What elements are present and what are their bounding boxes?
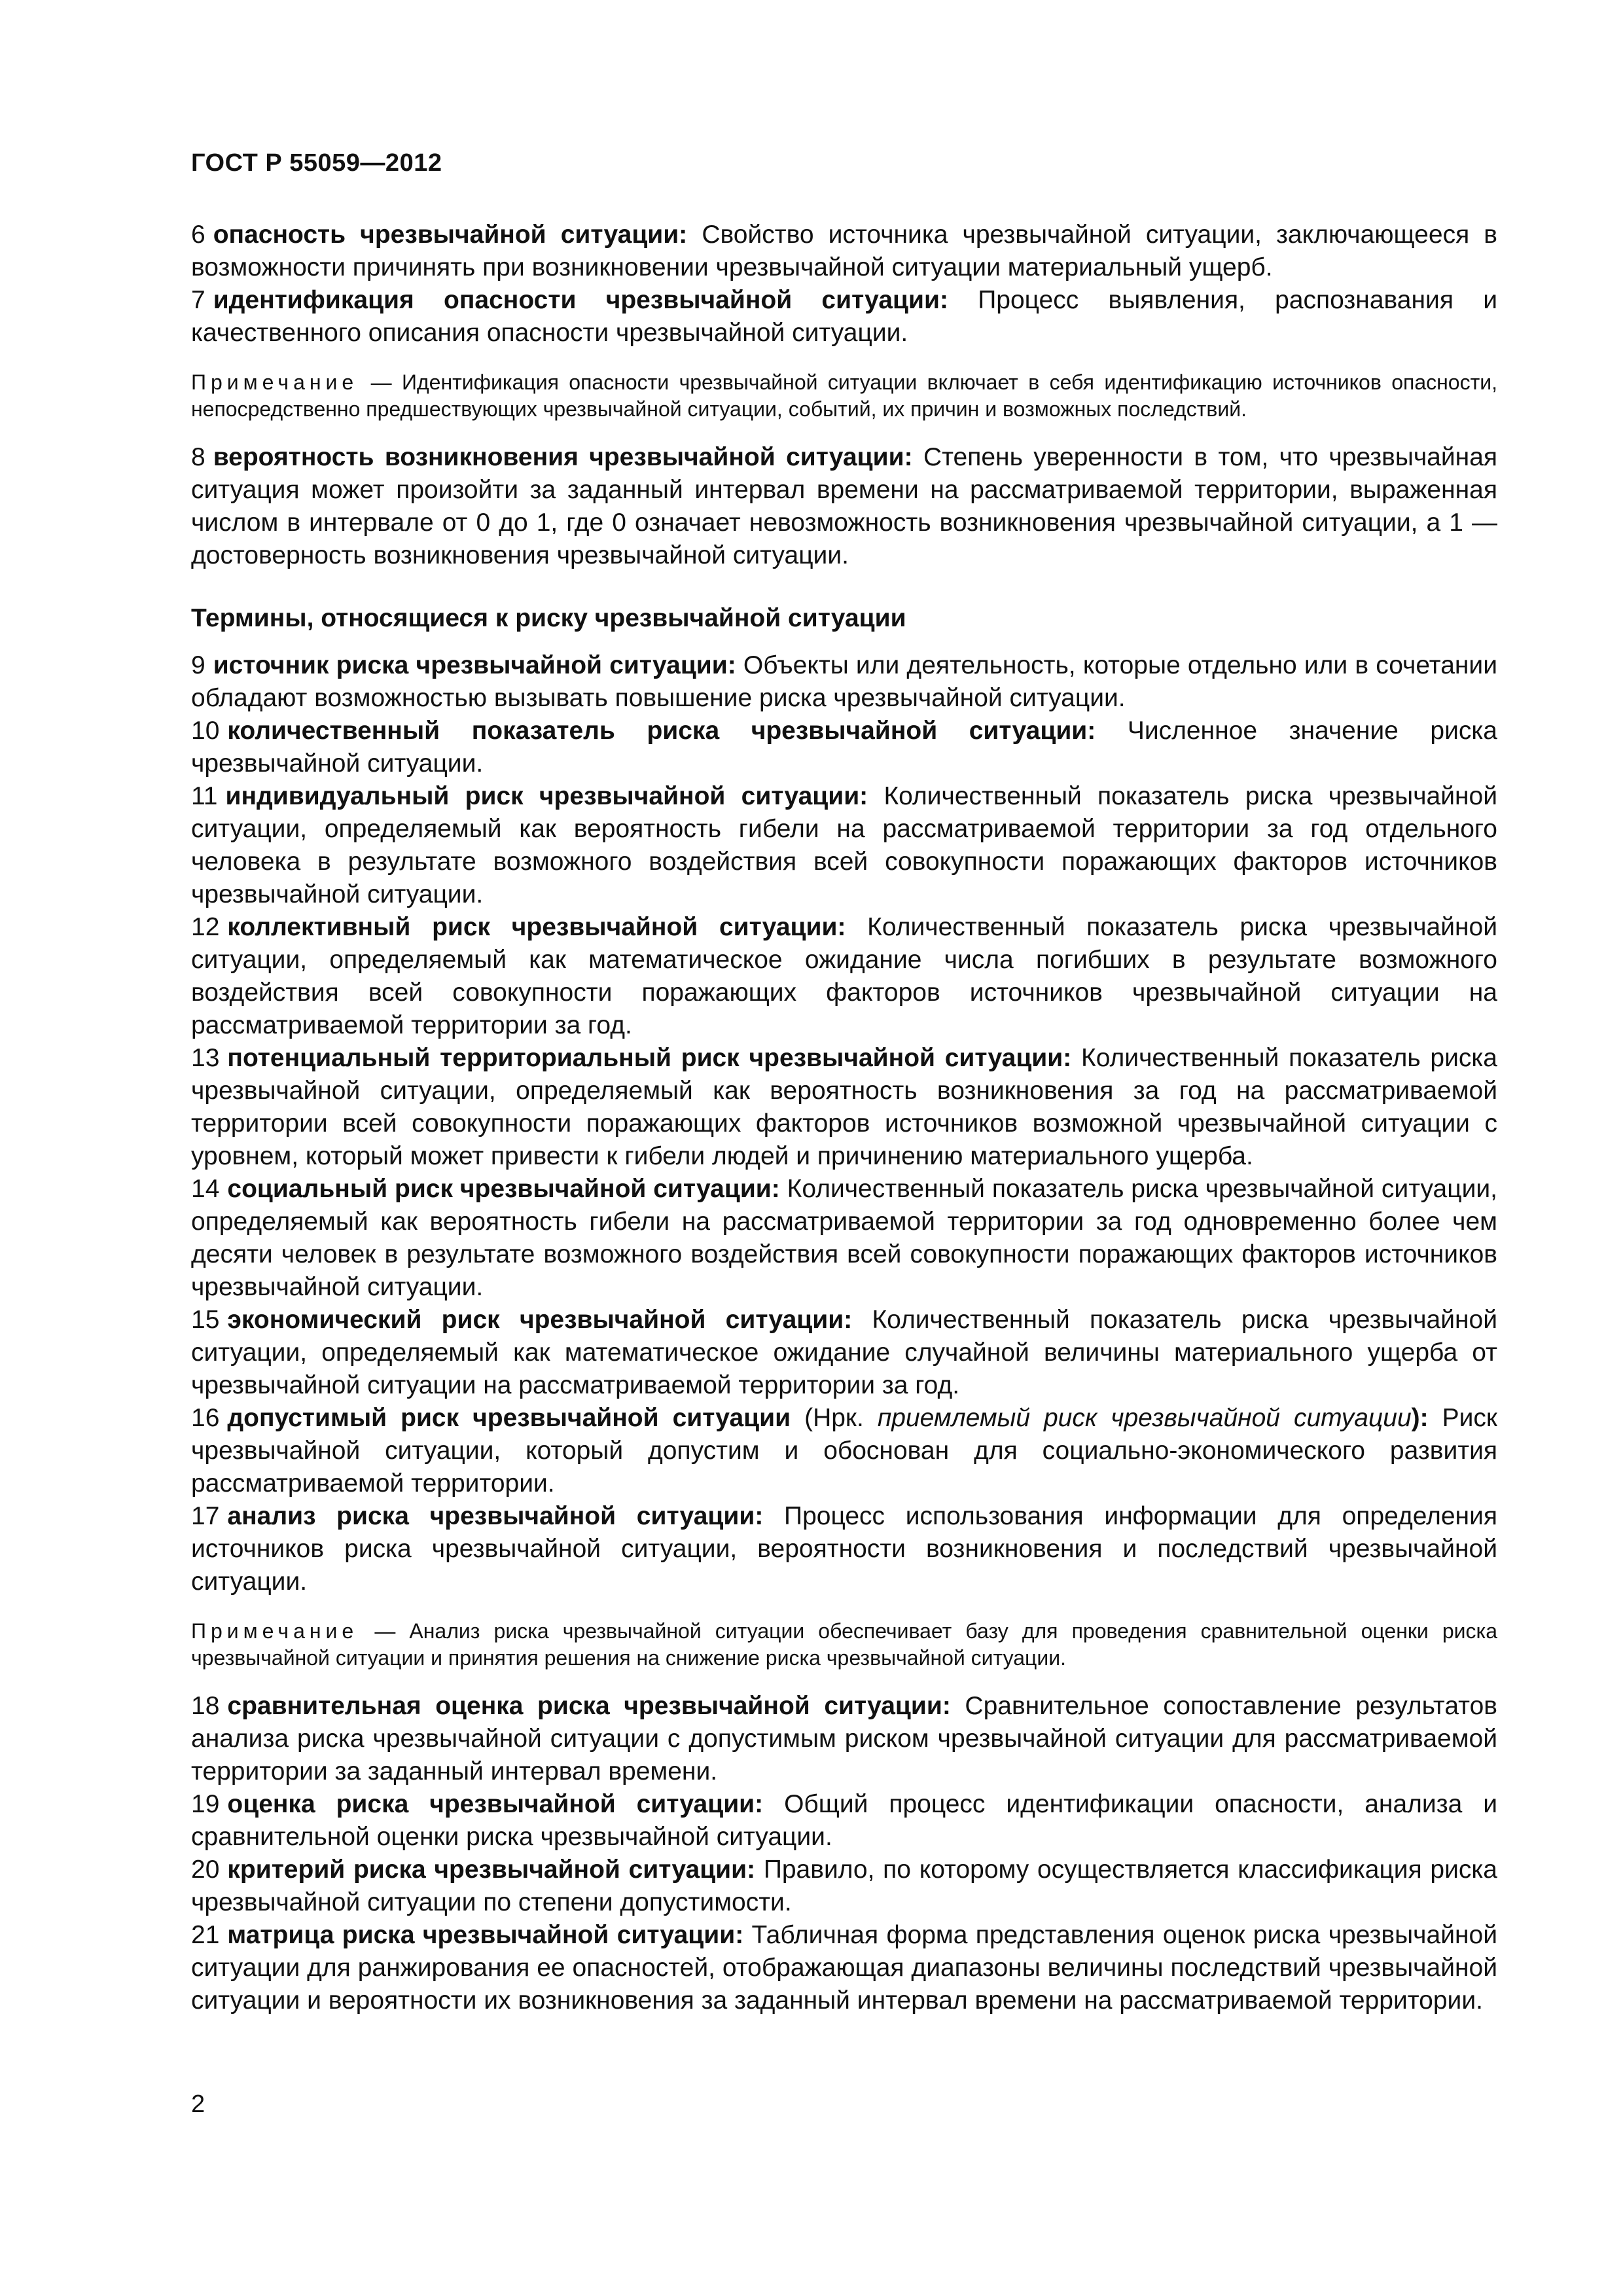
term-number: 10 <box>191 717 220 745</box>
note-text: — Анализ риска чрезвычайной ситуации обеспечивает базу для проведения сравнительной оценки риска чрезвычайной ситуации и принятия решения на снижение риска чрезвычайной ситуации. <box>191 1619 1498 1670</box>
term-number: 11 <box>191 782 218 810</box>
term-definition: Численное значение риска чрезвычайной ситуации. <box>191 717 1497 778</box>
term-entry <box>191 284 1497 350</box>
term-entry <box>191 911 1497 1042</box>
term-definition: Риск чрезвычайной ситуации, который допустим и обоснован для социально-экономического развития рассматриваемой территории. <box>191 1404 1497 1498</box>
term-number: 14 <box>191 1175 220 1203</box>
term-name: потенциальный территориальный риск чрезвычайной ситуации: <box>227 1044 1072 1072</box>
term-number: 15 <box>191 1306 220 1334</box>
term-definition: Свойство источника чрезвычайной ситуации, заключающееся в возможности причинять при возникновении чрезвычайной ситуации материальный ущерб. <box>191 221 1497 281</box>
note-text: — Идентификация опасности чрезвычайной ситуации включает в себя идентификацию источников опасности, непосредственно предшествующих чрезвычайной ситуации, событий, их причин и возможных последствий. <box>191 370 1498 421</box>
term-definition: Процесс выявления, распознавания и качественного описания опасности чрезвычайной ситуации. <box>191 286 1497 347</box>
term-name: количественный показатель риска чрезвычайной ситуации: <box>227 717 1096 745</box>
term-entry <box>191 1173 1497 1304</box>
note-label: Примечание <box>191 1619 359 1643</box>
term-definition: Правило, по которому осуществляется классификация риска чрезвычайной ситуации по степени допустимости. <box>191 1856 1497 1916</box>
term-number: 21 <box>191 1921 220 1949</box>
term-synonym: приемлемый риск чрезвычайной ситуации <box>877 1404 1412 1432</box>
term-name: анализ риска чрезвычайной ситуации: <box>227 1502 764 1530</box>
term-name: экономический риск чрезвычайной ситуации: <box>227 1306 853 1334</box>
term-definition: Процесс использования информации для определения источников риска чрезвычайной ситуации, вероятности возникновения и последствий чрезвычайной ситуации. <box>191 1502 1497 1596</box>
term-number: 20 <box>191 1856 220 1884</box>
section-heading: Термины, относящиеся к риску чрезвычайной ситуации <box>191 604 906 632</box>
term-entry <box>191 1500 1497 1598</box>
term-name: сравнительная оценка риска чрезвычайной ситуации: <box>227 1692 951 1720</box>
term-number: 8 <box>191 443 205 471</box>
term-entry <box>191 649 1497 715</box>
term-number: 13 <box>191 1044 220 1072</box>
note <box>191 369 1497 423</box>
term-definition: Табличная форма представления оценок риска чрезвычайной ситуации для ранжирования ее опасностей, отображающая диапазоны величины последствий чрезвычайной ситуации и вероятности их возникновения за заданный интервал времени на рассматриваемой территории. <box>191 1921 1497 2015</box>
term-definition: Сравнительное сопоставление результатов анализа риска чрезвычайной ситуации с допустимым риском чрезвычайной ситуации для рассматриваемой территории за заданный интервал времени. <box>191 1692 1497 1785</box>
term-name: оценка риска чрезвычайной ситуации: <box>227 1790 764 1818</box>
term-definition: Количественный показатель риска чрезвычайной ситуации, определяемый как вероятность возникновения за год на рассматриваемой территории всей совокупности поражающих факторов источников возможной чрезвычайной ситуации с уровнем, который может привести к гибели людей и причинению материального ущерба. <box>191 1044 1497 1170</box>
term-name: опасность чрезвычайной ситуации: <box>213 221 688 249</box>
term-name: индивидуальный риск чрезвычайной ситуации: <box>225 782 868 810</box>
term-definition: Общий процесс идентификации опасности, анализа и сравнительной оценки риска чрезвычайной ситуации. <box>191 1790 1497 1851</box>
term-number: 18 <box>191 1692 220 1720</box>
note-label: Примечание <box>191 370 359 394</box>
term-synonym-suffix: ): <box>1411 1404 1429 1432</box>
term-entry <box>191 1690 1497 1788</box>
term-name: социальный риск чрезвычайной ситуации: <box>227 1175 780 1203</box>
term-entry <box>191 1402 1497 1500</box>
term-definition: Количественный показатель риска чрезвычайной ситуации, определяемый как вероятность гибели на рассматриваемой территории за год одновременно более чем десяти человек в результате возможного воздействия всей совокупности поражающих факторов источников чрезвычайной ситуации. <box>191 1175 1497 1301</box>
term-name: критерий риска чрезвычайной ситуации: <box>227 1856 756 1884</box>
term-entry <box>191 1919 1497 2017</box>
standard-designation: ГОСТ Р 55059—2012 <box>191 149 442 177</box>
term-number: 16 <box>191 1404 220 1432</box>
term-entry <box>191 1304 1497 1402</box>
term-name: вероятность возникновения чрезвычайной ситуации: <box>213 443 913 471</box>
term-definition: Количественный показатель риска чрезвычайной ситуации, определяемый как вероятность гибели на рассматриваемой территории за год отдельного человека в результате возможного воздействия всей совокупности поражающих факторов источников чрезвычайной ситуации. <box>191 782 1497 908</box>
term-name: коллективный риск чрезвычайной ситуации: <box>227 913 846 941</box>
term-entry <box>191 219 1497 284</box>
note <box>191 1618 1497 1672</box>
term-entry <box>191 441 1497 572</box>
term-number: 9 <box>191 651 205 679</box>
term-name: допустимый риск чрезвычайной ситуации <box>227 1404 791 1432</box>
term-entry <box>191 780 1497 911</box>
term-number: 17 <box>191 1502 220 1530</box>
document-body <box>191 219 1497 2017</box>
term-number: 6 <box>191 221 205 249</box>
term-name: матрица риска чрезвычайной ситуации: <box>227 1921 744 1949</box>
term-number: 7 <box>191 286 205 314</box>
term-entry <box>191 1854 1497 1919</box>
term-definition: Объекты или деятельность, которые отдельно или в сочетании обладают возможностью вызывать повышение риска чрезвычайной ситуации. <box>191 651 1497 712</box>
term-entry <box>191 715 1497 780</box>
term-name: идентификация опасности чрезвычайной ситуации: <box>213 286 948 314</box>
term-synonym-prefix: (Нрк. <box>791 1404 878 1432</box>
term-entry <box>191 1788 1497 1854</box>
term-name: источник риска чрезвычайной ситуации: <box>213 651 736 679</box>
term-number: 12 <box>191 913 220 941</box>
term-number: 19 <box>191 1790 220 1818</box>
term-definition: Количественный показатель риска чрезвычайной ситуации, определяемый как математическое ожидание случайной величины материального ущерба от чрезвычайной ситуации на рассматриваемой территории за год. <box>191 1306 1498 1399</box>
term-definition: Степень уверенности в том, что чрезвычайная ситуация может произойти за заданный интервал времени на рассматриваемой территории, выраженная числом в интервале от 0 до 1, где 0 означает невозможность возникновения чрезвычайной ситуации, а 1 — достоверность возникновения чрезвычайной ситуации. <box>191 443 1498 569</box>
page-number: 2 <box>191 2090 205 2118</box>
term-entry <box>191 1042 1497 1173</box>
term-definition: Количественный показатель риска чрезвычайной ситуации, определяемый как математическое ожидание числа погибших в результате возможного воздействия всей совокупности поражающих факторов источников чрезвычайной ситуации на рассматриваемой территории за год. <box>191 913 1498 1039</box>
